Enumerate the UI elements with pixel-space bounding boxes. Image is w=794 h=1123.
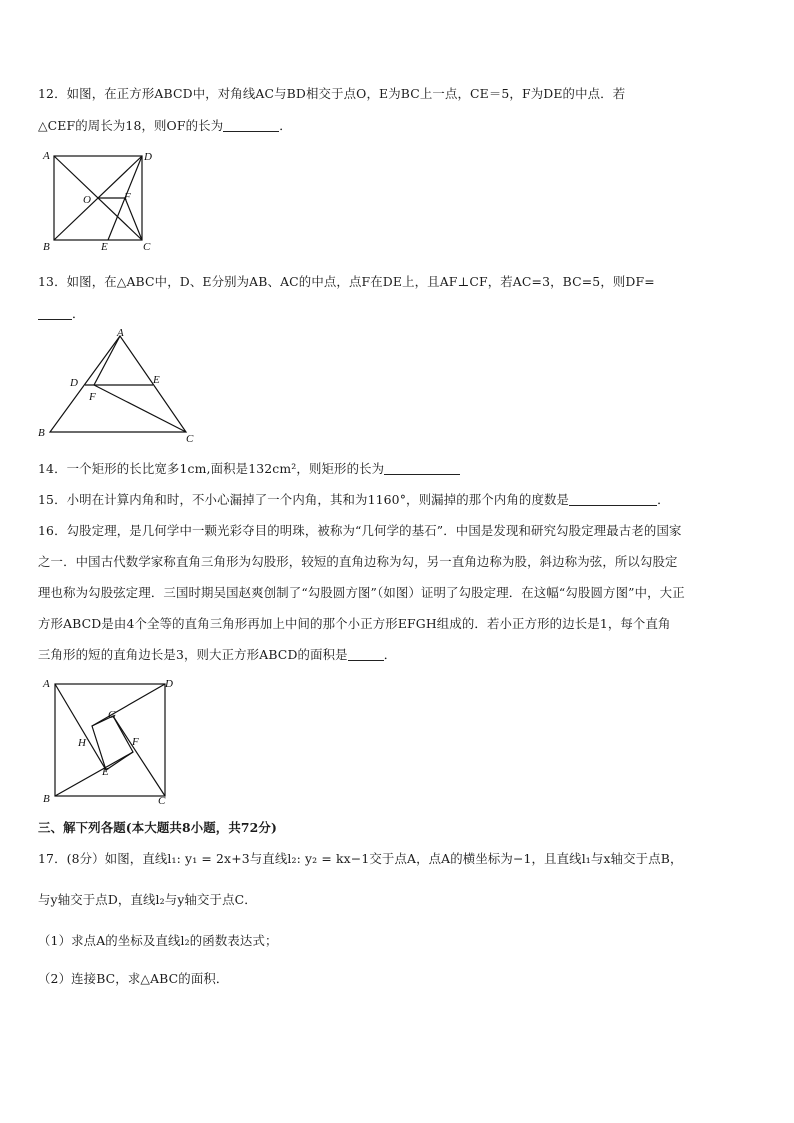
q12-line2 (38, 116, 292, 134)
q12-label-a: A (43, 150, 50, 162)
q15-answer-blank (569, 493, 657, 506)
q17-line1: 17．(8分）如图，直线l₁: y₁ = 2x+3与直线l₂: y₂ = kx−1交于点A，点A的横坐标为−1，且直线l₁与x轴交于点B， (38, 851, 683, 866)
q13-label-e: E (153, 374, 160, 386)
q12-label-f: F (124, 191, 131, 203)
q16-line4: 方形ABCD是由4个全等的直角三角形再加上中间的那个小正方形EFGH组成的．若小正方形的边长是1，每个直角 (38, 616, 671, 631)
q13-label-d: D (70, 377, 78, 389)
q16-line3: 理也称为勾股弦定理．三国时期吴国赵爽创制了“勾股圆方图”（如图）证明了勾股定理．在这幅“勾股圆方图”中，大正 (38, 585, 685, 600)
q16-label-a: A (43, 678, 50, 690)
q16-figure (40, 672, 180, 808)
q16-label-b: B (43, 793, 50, 805)
q12-line2-text: △CEF的周长为18，则OF的长为 (38, 118, 224, 133)
q12-figure (40, 146, 160, 256)
q13-label-f: F (89, 391, 96, 403)
q12-label-b: B (43, 241, 50, 253)
q13-answer-blank (38, 307, 72, 320)
q16-label-c: C (158, 795, 166, 807)
q12-label-c: C (143, 241, 151, 253)
q13-label-a: A (117, 327, 124, 339)
q16-segment-b-f (55, 752, 133, 796)
q14-line (38, 459, 460, 477)
q14-text: 14．一个矩形的长比宽多1cm,面积是132cm²，则矩形的长为 (38, 461, 385, 476)
q12-segment-fc (125, 198, 142, 240)
q17-part2: （2）连接BC，求△ABC的面积． (38, 971, 229, 986)
q17-part1: （1）求点A的坐标及直线l₂的函数表达式； (38, 933, 278, 948)
q12-label-o: O (83, 194, 91, 206)
q13-label-c: C (186, 433, 194, 445)
q16-line5-end: ． (383, 647, 397, 662)
q16-segment-a-e (55, 684, 106, 770)
q16-line2: 之一．中国古代数学家称直角三角形为勾股形，较短的直角边称为勾，另一直角边称为股，斜边称为弦，所以勾股定 (38, 554, 678, 569)
q16-segment-d-h (92, 684, 165, 726)
q12-line1: 12．如图，在正方形ABCD中，对角线AC与BD相交于点O，E为BC上一点，CE＝5，F为DE的中点．若 (38, 86, 626, 101)
q13-label-b: B (38, 427, 45, 439)
q15-text: 15．小明在计算内角和时，不小心漏掉了一个内角，其和为1160°，则漏掉的那个内角的度数是 (38, 492, 570, 507)
q13-segment-af (94, 336, 120, 385)
q16-answer-blank (348, 648, 384, 661)
q16-label-d: D (165, 678, 173, 690)
section3-heading: 三、解下列各题(本大题共8小题，共72分) (38, 820, 277, 835)
q16-line5 (38, 645, 396, 663)
q13-line2-end: ． (72, 306, 85, 321)
q16-line5-text: 三角形的短的直角边长是3，则大正方形ABCD的面积是 (38, 647, 348, 662)
q16-label-h: H (78, 737, 86, 749)
q13-segment-fc (94, 385, 186, 432)
q12-label-e: E (101, 241, 108, 253)
q16-small-square-efgh (92, 716, 133, 770)
q15-line (38, 490, 670, 508)
q17-line2: 与y轴交于点D，直线l₂与y轴交于点C． (38, 892, 257, 907)
q16-big-square (55, 684, 165, 796)
q14-answer-blank (384, 462, 460, 475)
q16-label-g: G (108, 709, 116, 721)
q13-line2 (38, 304, 85, 322)
q12-label-d: D (144, 151, 152, 163)
q16-label-f: F (132, 736, 139, 748)
q16-segment-c-g (113, 716, 165, 796)
q12-answer-blank (223, 119, 279, 132)
q16-line1: 16．勾股定理，是几何学中一颗光彩夺目的明珠，被称为“几何学的基石”．中国是发现和研究勾股定理最古老的国家 (38, 523, 682, 538)
q16-label-e: E (102, 766, 109, 778)
q13-figure (34, 326, 204, 446)
q13-line1: 13．如图，在△ABC中，D、E分别为AB、AC的中点，点F在DE上，且AF⊥CF，若AC=3，BC=5，则DF= (38, 274, 655, 289)
q12-line2-end: ． (279, 118, 292, 133)
q15-end: ． (657, 492, 670, 507)
